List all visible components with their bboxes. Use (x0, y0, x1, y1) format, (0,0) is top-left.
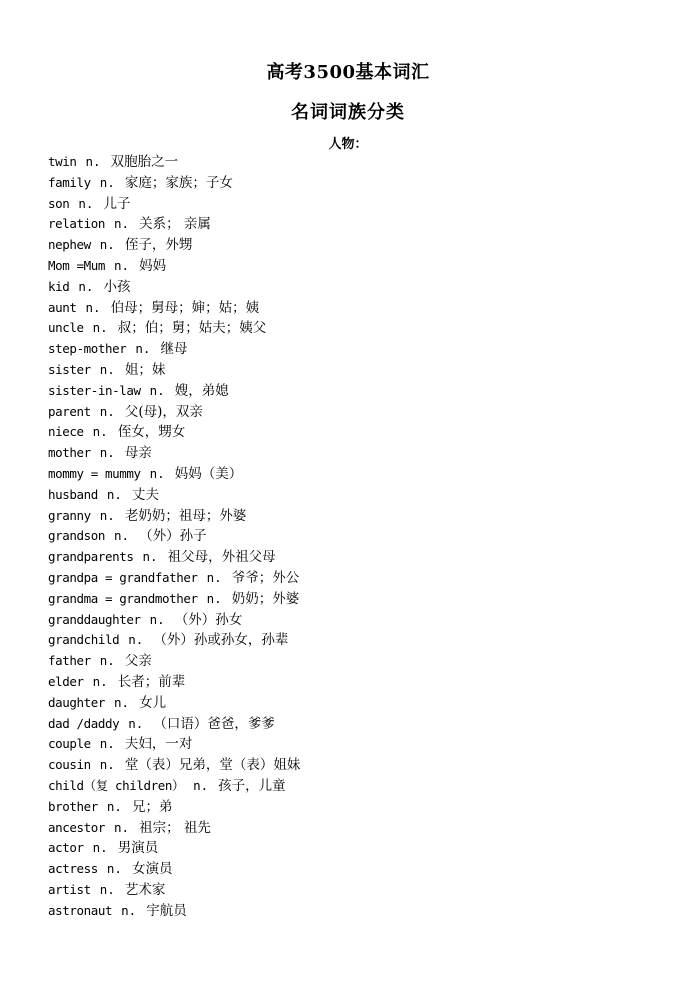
vocabulary-entry (48, 485, 300, 506)
entry-meaning: 妈妈 (139, 257, 167, 274)
entry-word: elder (48, 673, 84, 689)
entry-meaning: 爷爷；外公 (231, 569, 300, 586)
entry-meaning: 父亲 (124, 653, 152, 670)
entry-meaning: 妈妈（美） (174, 465, 243, 482)
entry-meaning: 小孩 (103, 278, 131, 295)
section-heading: 人物： (328, 137, 368, 152)
entry-meaning: 老奶奶；祖母；外婆 (124, 507, 247, 524)
entry-word: ancestor (48, 819, 106, 835)
entry-word: nephew (48, 237, 91, 253)
vocabulary-entry (48, 402, 300, 423)
entry-meaning: 奶奶；外婆 (231, 590, 300, 607)
vocabulary-entry (48, 152, 300, 173)
entry-word: son (48, 195, 70, 211)
vocabulary-entry (48, 651, 300, 672)
entry-part-of-speech: n. (92, 840, 108, 856)
entry-word: twin (48, 154, 77, 169)
entry-word: astronaut (48, 902, 113, 918)
entry-meaning: 祖父母，外祖父母 (167, 549, 276, 566)
entry-meaning: 侄女，甥女 (117, 424, 186, 441)
entry-part-of-speech: n. (99, 445, 115, 461)
entry-part-of-speech: n. (99, 174, 115, 190)
entry-word: uncle (48, 320, 84, 336)
entry-meaning: 丈夫 (131, 486, 159, 503)
entry-word: father (48, 653, 91, 669)
vocabulary-entry (48, 859, 300, 880)
entry-meaning: 堂（表）兄弟，堂（表）姐妹 (124, 757, 301, 774)
entry-word: kid (48, 278, 70, 294)
entry-part-of-speech: n. (206, 569, 222, 585)
entry-word: cousin (48, 757, 91, 773)
entry-part-of-speech: n. (99, 881, 115, 897)
vocabulary-entry (48, 797, 300, 818)
entry-word: granny (48, 507, 91, 523)
entry-part-of-speech: n. (92, 320, 108, 336)
entry-part-of-speech: n. (121, 902, 137, 918)
entry-part-of-speech: n. (99, 757, 115, 773)
entry-part-of-speech: n. (106, 486, 122, 502)
page-subtitle: 名词词族分类 (291, 102, 405, 123)
vocabulary-entry (48, 298, 300, 319)
entry-meaning: 儿子 (103, 195, 131, 212)
entry-word: grandma = grandmother (48, 590, 198, 606)
entry-word: actor (48, 840, 84, 856)
entry-part-of-speech: n. (206, 590, 222, 606)
entry-meaning: 双胞胎之一 (110, 154, 179, 170)
page-title: 高考3500基本词汇 (266, 62, 430, 83)
entry-meaning: （外）孙子 (139, 528, 207, 545)
vocabulary-list (48, 152, 300, 921)
entry-meaning: 继母 (160, 341, 188, 358)
entry-word: mother (48, 445, 91, 461)
entry-meaning: 侄子，外甥 (124, 237, 193, 254)
entry-part-of-speech: n. (99, 403, 115, 419)
entry-meaning: 父(母)，双亲 (124, 403, 203, 420)
entry-word: dad /daddy (48, 715, 120, 731)
entry-part-of-speech: n. (149, 465, 165, 481)
entry-part-of-speech: n. (106, 861, 122, 877)
entry-part-of-speech: n. (92, 673, 108, 689)
entry-part-of-speech: n. (99, 361, 115, 377)
entry-part-of-speech: n. (78, 278, 94, 294)
vocabulary-entry (48, 422, 300, 443)
entry-word: granddaughter (48, 611, 141, 627)
entry-word: husband (48, 486, 98, 502)
entry-meaning: 女儿 (139, 694, 167, 711)
vocabulary-entry (48, 443, 300, 464)
entry-meaning: 兄；弟 (131, 798, 173, 815)
entry-part-of-speech: n. (78, 195, 94, 211)
entry-word: aunt (48, 299, 77, 315)
vocabulary-entry (48, 880, 300, 901)
entry-word: sister-in-law (48, 382, 141, 398)
entry-part-of-speech: n. (92, 424, 108, 440)
entry-meaning: 伯母；舅母；婶；姑；姨 (110, 299, 260, 316)
vocabulary-entry (48, 776, 300, 797)
entry-word: mommy = mummy (48, 465, 141, 481)
entry-part-of-speech: n. (128, 715, 144, 731)
entry-word: daughter (48, 694, 106, 710)
vocabulary-entry (48, 381, 300, 402)
vocabulary-entry (48, 568, 300, 589)
entry-meaning: 嫂，弟媳 (174, 382, 229, 399)
vocabulary-entry (48, 755, 300, 776)
vocabulary-entry (48, 589, 300, 610)
vocabulary-entry (48, 630, 300, 651)
vocabulary-entry (48, 672, 300, 693)
entry-meaning: 男演员 (117, 840, 159, 857)
vocabulary-entry (48, 235, 300, 256)
vocabulary-entry (48, 838, 300, 859)
vocabulary-entry (48, 318, 300, 339)
vocabulary-entry (48, 693, 300, 714)
entry-part-of-speech: n. (114, 819, 130, 835)
entry-word: couple (48, 736, 91, 752)
entry-meaning: 关系； 亲属 (139, 216, 211, 233)
entry-meaning: 母亲 (124, 445, 152, 462)
vocabulary-entry (48, 360, 300, 381)
vocabulary-entry (48, 173, 300, 194)
entry-part-of-speech: n. (99, 507, 115, 523)
entry-part-of-speech: n. (128, 632, 144, 648)
entry-word: Mom =Mum (48, 257, 106, 273)
entry-meaning: 长者；前辈 (117, 673, 186, 690)
entry-word: family (48, 174, 91, 190)
entry-meaning: （口语）爸爸，爹爹 (153, 715, 275, 732)
entry-word: actress (48, 861, 98, 877)
entry-word: child（复 children） (48, 777, 185, 793)
entry-part-of-speech: n. (135, 341, 151, 357)
vocabulary-entry (48, 526, 300, 547)
entry-meaning: 孩子，儿童 (218, 777, 286, 794)
entry-part-of-speech: n. (114, 528, 130, 544)
vocabulary-entry (48, 901, 300, 922)
vocabulary-entry (48, 256, 300, 277)
entry-part-of-speech: n. (114, 257, 130, 273)
vocabulary-entry (48, 464, 300, 485)
entry-part-of-speech: n. (193, 777, 209, 793)
entry-part-of-speech: n. (149, 611, 165, 627)
vocabulary-entry (48, 734, 300, 755)
vocabulary-entry (48, 214, 300, 235)
vocabulary-entry (48, 547, 300, 568)
entry-meaning: 姐；妹 (124, 361, 166, 378)
entry-meaning: 女演员 (131, 861, 173, 878)
entry-word: sister (48, 361, 91, 377)
entry-word: relation (48, 216, 106, 232)
entry-part-of-speech: n. (106, 798, 122, 814)
entry-word: grandpa = grandfather (48, 569, 198, 585)
vocabulary-entry (48, 194, 300, 215)
entry-meaning: 宇航员 (146, 902, 187, 919)
entry-part-of-speech: n. (99, 736, 115, 752)
entry-word: grandparents (48, 549, 134, 565)
vocabulary-entry (48, 277, 300, 298)
entry-meaning: 祖宗； 祖先 (139, 819, 211, 836)
entry-part-of-speech: n. (142, 549, 158, 565)
entry-meaning: （外）孙或孙女，孙辈 (153, 632, 289, 649)
entry-word: artist (48, 881, 91, 897)
entry-word: niece (48, 424, 84, 440)
entry-part-of-speech: n. (85, 154, 101, 169)
entry-part-of-speech: n. (99, 653, 115, 669)
entry-meaning: 夫妇，一对 (124, 736, 193, 753)
entry-part-of-speech: n. (85, 299, 101, 315)
entry-meaning: 叔；伯；舅；姑夫；姨父 (117, 320, 267, 337)
vocabulary-entry (48, 506, 300, 527)
entry-meaning: 家庭；家族；子女 (124, 174, 233, 191)
vocabulary-entry (48, 610, 300, 631)
entry-word: parent (48, 403, 91, 419)
vocabulary-entry (48, 818, 300, 839)
entry-part-of-speech: n. (149, 382, 165, 398)
entry-word: step-mother (48, 341, 127, 357)
vocabulary-entry (48, 714, 300, 735)
entry-word: grandchild (48, 632, 120, 648)
entry-meaning: 艺术家 (124, 881, 166, 898)
entry-word: brother (48, 798, 98, 814)
entry-meaning: （外）孙女 (174, 611, 243, 628)
entry-part-of-speech: n. (99, 237, 115, 253)
vocabulary-entry (48, 339, 300, 360)
entry-part-of-speech: n. (114, 694, 130, 710)
entry-part-of-speech: n. (114, 216, 130, 232)
entry-word: grandson (48, 528, 106, 544)
